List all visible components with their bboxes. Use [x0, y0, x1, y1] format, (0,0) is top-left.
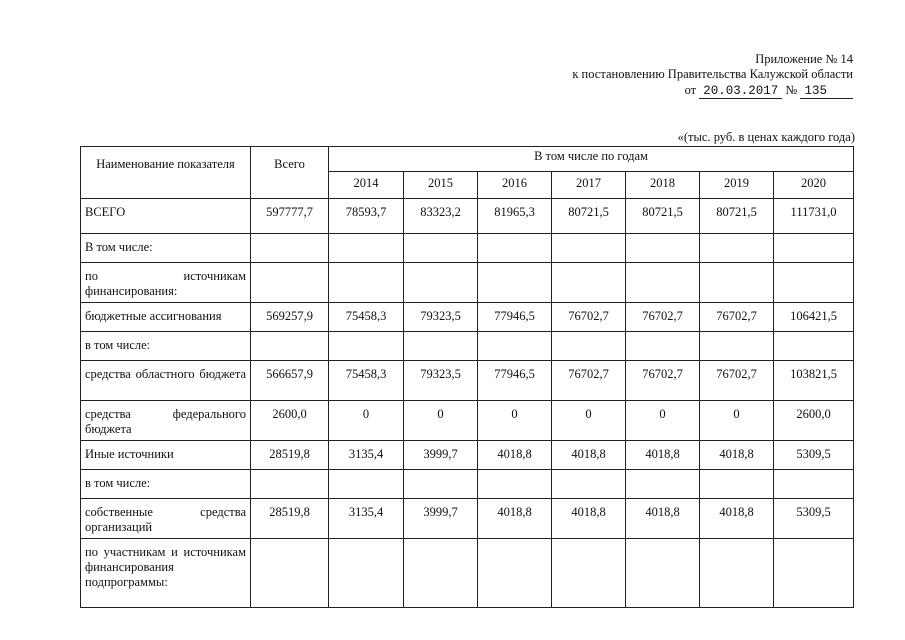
year-value	[478, 539, 552, 608]
column-header-years: В том числе по годам	[329, 147, 854, 172]
year-value: 4018,8	[552, 499, 626, 539]
year-value	[774, 470, 854, 499]
year-value	[552, 332, 626, 361]
year-header: 2017	[552, 172, 626, 199]
year-value: 3135,4	[329, 441, 404, 470]
year-value: 78593,7	[329, 199, 404, 234]
date-prefix: от	[684, 83, 697, 97]
year-value: 76702,7	[626, 303, 700, 332]
year-value	[700, 470, 774, 499]
resolution-number: 135	[800, 84, 853, 99]
document-header	[572, 52, 853, 99]
year-value: 76702,7	[626, 361, 700, 401]
year-value: 4018,8	[700, 499, 774, 539]
year-value: 111731,0	[774, 199, 854, 234]
appendix-number: Приложение № 14	[755, 52, 853, 66]
year-value	[329, 539, 404, 608]
row-label: собственные средства организаций	[81, 499, 251, 539]
year-value: 0	[626, 401, 700, 441]
year-value	[700, 234, 774, 263]
row-total	[251, 332, 329, 361]
year-value: 76702,7	[552, 361, 626, 401]
number-prefix: №	[785, 83, 798, 97]
year-value: 75458,3	[329, 303, 404, 332]
year-value: 5309,5	[774, 441, 854, 470]
year-value	[774, 263, 854, 303]
row-total	[251, 470, 329, 499]
year-value: 80721,5	[626, 199, 700, 234]
year-value: 77946,5	[478, 361, 552, 401]
row-total	[251, 263, 329, 303]
year-value: 5309,5	[774, 499, 854, 539]
row-label: бюджетные ассигнования	[81, 303, 251, 332]
year-value: 80721,5	[700, 199, 774, 234]
year-value	[552, 234, 626, 263]
year-header: 2018	[626, 172, 700, 199]
year-value	[626, 234, 700, 263]
year-value: 106421,5	[774, 303, 854, 332]
row-label: в том числе:	[81, 470, 251, 499]
year-value: 79323,5	[404, 361, 478, 401]
year-value	[774, 539, 854, 608]
row-total: 2600,0	[251, 401, 329, 441]
table-row	[81, 199, 854, 234]
year-value: 77946,5	[478, 303, 552, 332]
column-header-total: Всего	[251, 147, 329, 199]
year-value	[774, 234, 854, 263]
year-value: 0	[552, 401, 626, 441]
table-row	[81, 234, 854, 263]
year-value	[404, 263, 478, 303]
year-value: 3999,7	[404, 441, 478, 470]
row-label: в том числе:	[81, 332, 251, 361]
year-value: 76702,7	[552, 303, 626, 332]
year-value	[552, 263, 626, 303]
year-value	[478, 332, 552, 361]
year-value	[478, 234, 552, 263]
year-value: 4018,8	[626, 441, 700, 470]
year-value	[774, 332, 854, 361]
row-total	[251, 539, 329, 608]
year-header: 2016	[478, 172, 552, 199]
table-body	[81, 199, 854, 608]
year-value	[404, 539, 478, 608]
year-value	[626, 539, 700, 608]
year-value: 75458,3	[329, 361, 404, 401]
year-value: 2600,0	[774, 401, 854, 441]
row-total: 569257,9	[251, 303, 329, 332]
row-total: 28519,8	[251, 499, 329, 539]
year-value	[404, 470, 478, 499]
table-row	[81, 470, 854, 499]
year-value: 4018,8	[552, 441, 626, 470]
year-value: 79323,5	[404, 303, 478, 332]
resolution-date: 20.03.2017	[699, 84, 782, 99]
year-value: 76702,7	[700, 361, 774, 401]
row-total: 28519,8	[251, 441, 329, 470]
year-value: 0	[404, 401, 478, 441]
row-label: средства областного бюджета	[81, 361, 251, 401]
resolution-date-line	[685, 83, 853, 99]
year-value: 83323,2	[404, 199, 478, 234]
year-value: 4018,8	[700, 441, 774, 470]
row-total	[251, 234, 329, 263]
year-value	[329, 332, 404, 361]
row-label: Иные источники	[81, 441, 251, 470]
year-value	[626, 470, 700, 499]
table-row	[81, 263, 854, 303]
year-value	[478, 470, 552, 499]
year-value: 80721,5	[552, 199, 626, 234]
year-value: 0	[478, 401, 552, 441]
table-row	[81, 441, 854, 470]
row-label: по участникам и источникам финансирования подпрограммы:	[81, 539, 251, 608]
year-value: 81965,3	[478, 199, 552, 234]
year-value	[700, 332, 774, 361]
year-value	[329, 470, 404, 499]
year-value	[329, 263, 404, 303]
resolution-reference: к постановлению Правительства Калужской области	[572, 67, 853, 81]
year-value	[700, 263, 774, 303]
year-value	[404, 332, 478, 361]
row-label: В том числе:	[81, 234, 251, 263]
year-header: 2020	[774, 172, 854, 199]
header-row	[81, 147, 854, 172]
financing-table	[80, 146, 854, 608]
table-row	[81, 361, 854, 401]
year-header: 2015	[404, 172, 478, 199]
row-label: по источникам финансирования:	[81, 263, 251, 303]
year-header: 2019	[700, 172, 774, 199]
row-total: 597777,7	[251, 199, 329, 234]
year-value: 3999,7	[404, 499, 478, 539]
year-header: 2014	[329, 172, 404, 199]
year-value: 3135,4	[329, 499, 404, 539]
year-value: 0	[329, 401, 404, 441]
year-value: 0	[700, 401, 774, 441]
year-value: 4018,8	[626, 499, 700, 539]
table-row	[81, 539, 854, 608]
year-value	[626, 332, 700, 361]
year-value: 4018,8	[478, 499, 552, 539]
table-row	[81, 303, 854, 332]
year-value	[552, 470, 626, 499]
year-value	[329, 234, 404, 263]
year-value	[404, 234, 478, 263]
year-value	[552, 539, 626, 608]
table-row	[81, 499, 854, 539]
year-value	[478, 263, 552, 303]
year-value	[626, 263, 700, 303]
units-note: «(тыс. руб. в ценах каждого года)	[677, 130, 855, 144]
year-value	[700, 539, 774, 608]
table-row	[81, 401, 854, 441]
column-header-name: Наименование показателя	[81, 147, 251, 199]
year-value: 4018,8	[478, 441, 552, 470]
year-value: 103821,5	[774, 361, 854, 401]
row-label: средства федерального бюджета	[81, 401, 251, 441]
table-row	[81, 332, 854, 361]
row-total: 566657,9	[251, 361, 329, 401]
year-value: 76702,7	[700, 303, 774, 332]
row-label: ВСЕГО	[81, 199, 251, 234]
